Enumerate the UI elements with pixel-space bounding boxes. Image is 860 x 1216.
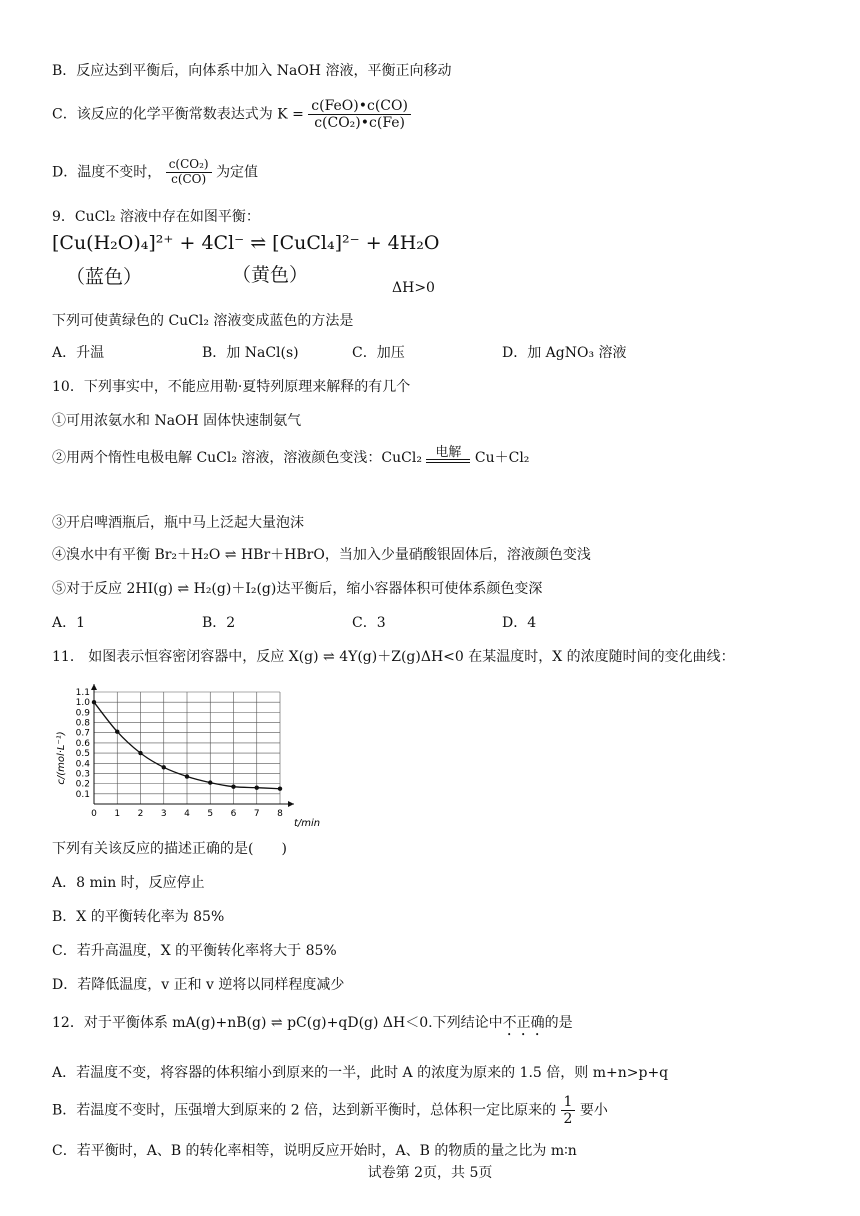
x-tick-label: 7: [253, 809, 260, 819]
q8-d-denominator: c(CO): [171, 171, 207, 186]
x-tick-label: 4: [184, 809, 190, 819]
q10-option-c: C．3: [352, 615, 386, 631]
q8-equilibrium-constant-fraction: [308, 98, 411, 131]
q8-option-b: B．反应达到平衡后，向体系中加入 NaOH 溶液，平衡正向移动: [52, 63, 452, 79]
y-axis-arrow: [91, 684, 97, 690]
q12-option-a: A．若温度不变，将容器的体积缩小到原来的一半，此时 A 的浓度为原来的 1.5 倍，则 m+n>p+q: [52, 1065, 669, 1081]
y-tick-label: 0.9: [75, 708, 90, 719]
q11-stem: 11． 如图表示恒容密闭容器中，反应 X(g) ⇌ 4Y(g)＋Z(g)ΔH<0 在某温度时，X 的浓度随时间的变化曲线：: [52, 649, 735, 665]
x-axis-arrow: [288, 801, 294, 807]
data-point: [138, 751, 142, 755]
q9-option-a: A．升温: [52, 345, 105, 361]
q8-c-denominator: c(CO₂)•c(Fe): [314, 115, 406, 132]
q8-option-d-prefix: D．温度不变时，: [52, 164, 162, 181]
q10-statement-2-prefix: ②用两个惰性电极电解 CuCl₂ 溶液，溶液颜色变浅：CuCl₂: [52, 450, 422, 466]
q10-statement-2: [52, 446, 529, 467]
q8-option-d-suffix: 为定值: [216, 164, 259, 181]
x-tick-label: 0: [91, 809, 97, 819]
data-point: [278, 787, 282, 791]
q12-stem-emphasis: 不正确: [502, 1015, 545, 1031]
q12-half-fraction: [561, 1094, 576, 1127]
page-footer: 试卷第 2页，共 5页: [367, 1165, 493, 1181]
x-tick-label: 5: [207, 809, 214, 819]
data-point: [92, 700, 96, 704]
q12-option-c: C．若平衡时，A、B 的转化率相等，说明反应开始时，A、B 的物质的量之比为 m∶n: [52, 1143, 577, 1159]
q8-option-d: [52, 158, 258, 187]
q10-statement-5: ⑤对于反应 2HI(g) ⇌ H₂(g)＋I₂(g)达平衡后，缩小容器体积可使体系颜色变深: [52, 581, 543, 597]
q12-stem-suffix: 的是: [544, 1015, 573, 1031]
q12-stem: [52, 1012, 573, 1039]
q9-question: 下列可使黄绿色的 CuCl₂ 溶液变成蓝色的方法是: [52, 313, 354, 329]
x-tick-label: 2: [137, 809, 144, 819]
electrolysis-arrow: [426, 446, 470, 467]
electrolysis-condition: 电解: [435, 445, 462, 460]
data-point: [255, 786, 259, 790]
q8-c-numerator: c(FeO)•c(CO): [308, 98, 411, 115]
q10-statement-4: ④溴水中有平衡 Br₂＋H₂O ⇌ HBr＋HBrO，当加入少量硝酸银固体后，溶液颜色变浅: [52, 547, 591, 563]
data-point: [162, 765, 166, 769]
y-tick-label: 0.4: [75, 759, 90, 770]
q10-option-a: A．1: [52, 615, 86, 631]
q8-option-c: [52, 98, 411, 131]
q11-option-c: C．若升高温度，X 的平衡转化率将大于 85%: [52, 943, 337, 959]
q11-question: 下列有关该反应的描述正确的是( ): [52, 841, 287, 857]
q11-option-d: D．若降低温度，v 正和 v 逆将以同样程度减少: [52, 977, 345, 993]
data-point: [185, 774, 189, 778]
q10-statement-2-suffix: Cu＋Cl₂: [474, 450, 530, 466]
q12-half-denominator: 2: [563, 1111, 573, 1128]
q12-half-numerator: 1: [561, 1094, 576, 1111]
q8-d-fraction: [166, 158, 212, 187]
q8-option-c-prefix: C．该反应的化学平衡常数表达式为 K =: [52, 106, 309, 123]
q12-option-b-suffix: 要小: [579, 1102, 608, 1119]
data-point: [231, 784, 235, 788]
q9-label-blue: （蓝色）: [66, 266, 143, 288]
q9-enthalpy: ΔH>0: [392, 280, 435, 296]
q10-statement-3: ③开启啤酒瓶后，瓶中马上泛起大量泡沫: [52, 515, 304, 531]
y-axis-label: c/(mol·L⁻¹): [56, 731, 67, 785]
q9-option-d: D．加 AgNO₃ 溶液: [502, 345, 627, 361]
q11-option-b: B．X 的平衡转化率为 85%: [52, 909, 225, 925]
q10-stem: 10．下列事实中，不能应用勒·夏特列原理来解释的有几个: [52, 379, 411, 395]
q9-option-b: B．加 NaCl(s): [202, 345, 299, 361]
x-tick-label: 8: [277, 809, 283, 819]
x-tick-label: 3: [160, 809, 167, 819]
y-tick-label: 1.0: [75, 698, 90, 709]
data-point: [208, 780, 212, 784]
x-axis-label: t/min: [294, 818, 321, 829]
q12-option-b-prefix: B．若温度不变时，压强增大到原来的 2 倍，达到新平衡时，总体积一定比原来的: [52, 1102, 557, 1119]
y-tick-label: 0.6: [75, 738, 90, 749]
concentration-time-chart: [54, 680, 324, 832]
q9-label-yellow: （黄色）: [232, 264, 309, 286]
y-tick-label: 0.2: [75, 779, 90, 790]
q10-option-b: B．2: [202, 615, 236, 631]
y-tick-label: 0.8: [75, 718, 90, 729]
y-tick-label: 0.1: [75, 789, 90, 800]
x-tick-label: 1: [114, 809, 121, 819]
y-tick-label: 0.7: [75, 728, 90, 739]
q10-option-d: D．4: [502, 615, 537, 631]
y-tick-label: 0.3: [75, 769, 90, 780]
q9-option-c: C．加压: [352, 345, 405, 361]
data-point: [115, 730, 119, 734]
q9-equation: [Cu(H₂O)₄]²⁺ + 4Cl⁻ ⇌ [CuCl₄]²⁻ + 4H₂O: [52, 232, 440, 254]
x-tick-label: 6: [230, 809, 237, 819]
q9-stem: 9．CuCl₂ 溶液中存在如图平衡：: [52, 209, 260, 225]
q10-statement-1: ①可用浓氨水和 NaOH 固体快速制氨气: [52, 413, 302, 429]
q8-d-numerator: c(CO₂): [166, 158, 212, 173]
chart-ticks: [76, 688, 283, 819]
y-tick-label: 0.5: [75, 749, 90, 760]
q12-option-b: [52, 1094, 608, 1127]
q12-stem-prefix: 12．对于平衡体系 mA(g)+nB(g) ⇌ pC(g)+qD(g) ΔH＜0.下列结论中: [52, 1015, 503, 1031]
q11-option-a: A．8 min 时，反应停止: [52, 875, 205, 891]
y-tick-label: 1.1: [75, 688, 90, 698]
